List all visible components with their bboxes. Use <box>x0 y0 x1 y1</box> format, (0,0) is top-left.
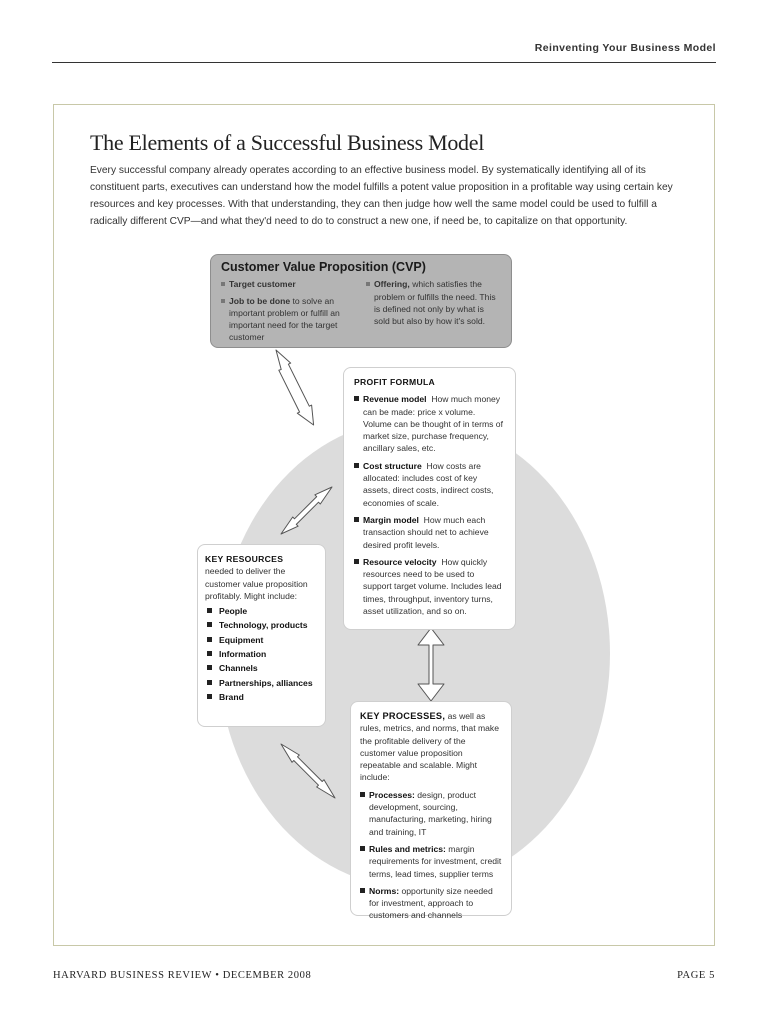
resource-item: Technology, products <box>205 619 318 631</box>
key-processes-intro: KEY PROCESSES, as well as rules, metrics, and norms, that make the profitable delivery of the customer value proposition repeatable and scalable. Might include: <box>360 711 499 783</box>
resource-item: Partnerships, alliances <box>205 677 318 689</box>
cvp-box <box>210 254 512 348</box>
arrow-cvp-profit <box>276 350 314 425</box>
running-head: Reinventing Your Business Model <box>534 42 716 54</box>
key-resources-title: KEY RESOURCES <box>205 554 284 564</box>
cvp-right-column <box>366 278 501 347</box>
profit-item: Resource velocity How quickly resources need to be used to support target volume. Includes lead times, throughput, inventory turns, asset utilization, and so on. <box>354 556 505 617</box>
cvp-offering: Offering, which satisfies the problem or fulfills the need. This is defined not only by what is sold but also by how it's sold. <box>366 278 501 327</box>
key-processes-box <box>350 701 512 921</box>
process-item: Norms: opportunity size needed for investment, approach to customers and channels <box>360 885 502 922</box>
exhibit-intro: Every successful company already operates according to an effective business model. By systematically identifying all of its constituent parts, executives can understand how the model fulfills a potent value proposition in a profitable way using certain key resources and key processes. With that understanding, they can then judge how well the same model could be used to fulfill a radically different CVP—and what they'd need to do to construct a new one, if need be, to capitalize on that opportunity. <box>90 165 673 227</box>
cvp-title <box>221 261 501 273</box>
resource-item: Information <box>205 648 318 660</box>
resource-item: Brand <box>205 691 318 703</box>
arrow-profit-resources <box>281 487 332 534</box>
key-processes-title: KEY PROCESSES, <box>360 711 446 721</box>
profit-formula-title: PROFIT FORMULA <box>354 377 436 387</box>
resource-item: Equipment <box>205 634 318 646</box>
cvp-title-abbr: (CVP) <box>391 260 426 274</box>
profit-item: Cost structure How costs are allocated: includes cost of key assets, direct costs, indirect costs, economies of scale. <box>354 460 505 509</box>
resource-item: Channels <box>205 662 318 674</box>
exhibit-title: The Elements of a Successful Business Model <box>90 130 485 155</box>
cvp-job-to-be-done: Job to be done to solve an important problem or fulfill an important need for the target customer <box>221 295 356 344</box>
cvp-title-text: Customer Value Proposition <box>221 260 389 274</box>
cvp-target-customer: Target customer <box>221 278 356 290</box>
profit-item: Margin model How much each transaction should net to achieve desired profit levels. <box>354 514 505 551</box>
process-item: Processes: design, product development, sourcing, manufacturing, marketing, hiring and training, IT <box>360 789 502 838</box>
arrow-profit-processes <box>418 628 444 701</box>
profit-formula-box <box>343 367 516 630</box>
footer-page-number: PAGE 5 <box>677 970 715 981</box>
arrow-resources-processes <box>281 744 335 798</box>
resource-item: People <box>205 605 318 617</box>
key-resources-text: needed to deliver the customer value proposition profitably. Might include: <box>205 566 308 601</box>
key-resources-box <box>197 544 326 727</box>
footer-publication: HARVARD BUSINESS REVIEW • DECEMBER 2008 <box>53 970 312 981</box>
process-item: Rules and metrics: margin requirements for investment, credit terms, lead times, supplier terms <box>360 843 502 880</box>
profit-item: Revenue model How much money can be made: price x volume. Volume can be thought of in terms of market size, purchase frequency, ancillary sales, etc. <box>354 393 505 454</box>
cvp-left-column <box>221 278 356 347</box>
key-resources-list <box>205 605 318 703</box>
